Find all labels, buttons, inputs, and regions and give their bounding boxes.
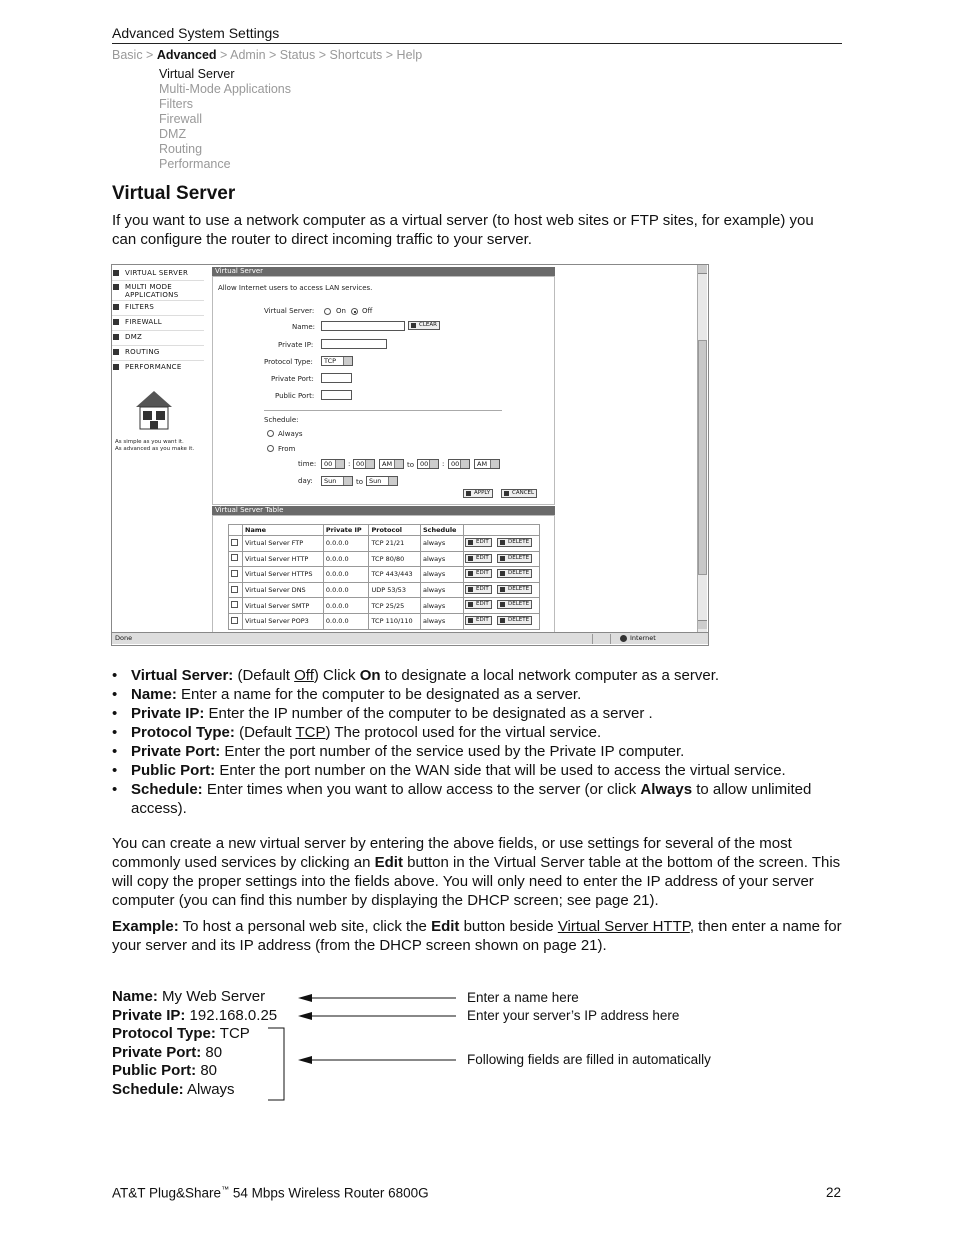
arrow-left-icon xyxy=(298,1012,312,1020)
ss-nav-firewall[interactable]: FIREWALL xyxy=(112,316,204,331)
label-to: to xyxy=(407,461,415,469)
row-checkbox[interactable] xyxy=(231,570,238,577)
ss-nav-routing[interactable]: ROUTING xyxy=(112,346,204,361)
delete-button[interactable]: DELETE xyxy=(497,554,532,563)
arrow-icon xyxy=(113,319,119,325)
list-item: • Schedule: Enter times when you want to allow access to the server (or click Always to allow unlimited access). xyxy=(112,781,812,817)
list-item: • Private IP: Enter the IP number of the computer to be designated as a server . xyxy=(112,705,653,722)
time-to-hour[interactable]: 00 xyxy=(417,459,439,469)
time-to-ampm[interactable]: AM xyxy=(474,459,500,469)
subnav-item-firewall[interactable]: Firewall xyxy=(159,112,203,126)
arrow-icon xyxy=(113,364,119,370)
arrow-icon xyxy=(113,270,119,276)
example-row: Private Port: 80 xyxy=(112,1043,223,1061)
public-port-input[interactable] xyxy=(321,390,352,400)
cancel-button[interactable]: CANCEL xyxy=(501,489,537,498)
private-ip-input[interactable] xyxy=(321,339,387,349)
note-auto: Following fields are filled in automatically xyxy=(467,1052,711,1067)
label-public-port: Public Port: xyxy=(275,392,315,400)
edit-button[interactable]: EDIT xyxy=(465,616,492,625)
delete-button[interactable]: DELETE xyxy=(497,569,532,578)
note-name: Enter a name here xyxy=(467,990,579,1005)
radio-from[interactable] xyxy=(267,445,274,452)
example-row: Protocol Type: TCP xyxy=(112,1025,250,1043)
browser-status-bar xyxy=(112,632,708,644)
annotation-arrows xyxy=(262,986,462,1106)
house-logo-icon xyxy=(134,389,174,433)
time-from-ampm[interactable]: AM xyxy=(379,459,404,469)
row-checkbox[interactable] xyxy=(231,554,238,561)
crumb-rest[interactable]: > Admin > Status > Shortcuts > Help xyxy=(216,48,423,62)
th-name: Name xyxy=(243,525,324,536)
logo-tagline-2: As advanced as you make it. xyxy=(115,446,195,452)
edit-button[interactable]: EDIT xyxy=(465,538,492,547)
paragraph-example: Example: To host a personal web site, click the Edit button beside Virtual Server HTTP, then enter a name for your server and its IP address (from the DHCP screen shown on page 21). xyxy=(112,918,842,954)
label-schedule: Schedule: xyxy=(264,416,299,424)
edit-button[interactable]: EDIT xyxy=(465,554,492,563)
subnav-item-performance[interactable]: Performance xyxy=(159,157,231,171)
logo-tagline-1: As simple as you want it. xyxy=(115,439,184,445)
delete-button[interactable]: DELETE xyxy=(497,616,532,625)
table-row: Virtual Server POP3 0.0.0.0 TCP 110/110 always EDIT DELETE xyxy=(229,613,540,629)
example-row: Name: My Web Server xyxy=(112,988,266,1005)
day-from-select[interactable]: Sun xyxy=(321,476,353,486)
arrow-left-icon xyxy=(298,1056,312,1064)
name-input[interactable] xyxy=(321,321,405,331)
panel-description: Allow Internet users to access LAN services. xyxy=(218,284,373,292)
status-done: Done xyxy=(115,634,133,642)
list-item: • Public Port: Enter the port number on the WAN side that will be used to access the virtual service. xyxy=(112,762,786,779)
field-descriptions xyxy=(112,666,842,818)
edit-button[interactable]: EDIT xyxy=(465,600,492,609)
screenshot-left-nav xyxy=(112,267,204,376)
row-checkbox[interactable] xyxy=(231,601,238,608)
breadcrumb: Basic > Advanced > Admin > Status > Shortcuts > Help xyxy=(112,48,423,62)
radio-on[interactable] xyxy=(324,308,331,315)
header-rule xyxy=(112,43,842,44)
delete-button[interactable]: DELETE xyxy=(497,538,532,547)
subnav-item-dmz[interactable]: DMZ xyxy=(159,127,187,141)
arrow-icon xyxy=(113,304,119,310)
delete-button[interactable]: DELETE xyxy=(497,600,532,609)
time-from-minute[interactable]: 00 xyxy=(353,459,375,469)
subnav-item-virtual-server[interactable]: Virtual Server xyxy=(159,67,235,81)
sub-navigation xyxy=(159,67,291,172)
private-port-input[interactable] xyxy=(321,373,352,383)
table-title-bar: Virtual Server Table xyxy=(212,506,555,515)
radio-always[interactable] xyxy=(267,430,274,437)
list-item: • Private Port: Enter the port number of the service used by the Private IP computer. xyxy=(112,743,685,760)
crumb-advanced[interactable]: Advanced xyxy=(156,48,217,62)
note-ip: Enter your server’s IP address here xyxy=(467,1008,680,1023)
page-number: 22 xyxy=(826,1185,842,1200)
divider xyxy=(264,410,502,411)
list-item: • Name: Enter a name for the computer to be designated as a server. xyxy=(112,686,582,703)
th-protocol: Protocol xyxy=(369,525,421,536)
ss-nav-dmz[interactable]: DMZ xyxy=(112,331,204,346)
row-checkbox[interactable] xyxy=(231,539,238,546)
th-private-ip: Private IP xyxy=(323,525,369,536)
label-virtual-server: Virtual Server: xyxy=(264,307,315,315)
label-private-ip: Private IP: xyxy=(278,341,314,349)
scroll-up-icon[interactable] xyxy=(698,265,707,274)
time-to-minute[interactable]: 00 xyxy=(448,459,470,469)
label-day: day: xyxy=(298,477,313,485)
scroll-thumb[interactable] xyxy=(698,340,707,575)
crumb-basic[interactable]: Basic xyxy=(112,48,143,62)
arrow-left-icon xyxy=(298,994,312,1002)
vertical-scrollbar[interactable] xyxy=(697,265,707,633)
table-row: Virtual Server DNS 0.0.0.0 UDP 53/53 always EDIT DELETE xyxy=(229,582,540,598)
protocol-select[interactable]: TCP xyxy=(321,356,353,366)
ss-nav-multi-mode[interactable]: MULTI MODE APPLICATIONS xyxy=(112,281,204,301)
edit-button[interactable]: EDIT xyxy=(465,585,492,594)
document-header: Advanced System Settings xyxy=(112,25,280,41)
label-private-port: Private Port: xyxy=(271,375,314,383)
virtual-server-table xyxy=(228,524,540,630)
row-checkbox[interactable] xyxy=(231,617,238,624)
paragraph-edit: You can create a new virtual server by entering the above fields, or use settings for several of the most commonly used services by clicking an Edit button in the Virtual Server table at the bottom of the screen. This will copy the proper settings into the fields above. You will only need to enter the IP address of your server computer (you can find this number by displaying the DHCP screen; see page 21). xyxy=(112,835,841,909)
example-row: Private IP: 192.168.0.25 xyxy=(112,1006,278,1024)
apply-button[interactable]: APPLY xyxy=(463,489,493,498)
ss-nav-virtual-server[interactable]: VIRTUAL SERVER xyxy=(112,267,204,281)
arrow-icon xyxy=(113,349,119,355)
radio-off[interactable] xyxy=(351,308,358,315)
label-off: Off xyxy=(362,307,373,315)
row-checkbox[interactable] xyxy=(231,586,238,593)
ss-nav-filters[interactable]: FILTERS xyxy=(112,301,204,316)
delete-button[interactable]: DELETE xyxy=(497,585,532,594)
panel-title-bar: Virtual Server xyxy=(212,267,555,276)
intro-paragraph: If you want to use a network computer as a virtual server (to host web sites or FTP sites, for example) you can configure the router to direct incoming traffic to your server. xyxy=(112,212,814,248)
clear-button[interactable]: CLEAR xyxy=(408,321,440,330)
arrow-icon xyxy=(113,284,119,290)
router-ui-screenshot: VIRTUAL SERVER MULTI MODE APPLICATIONS FILTERS FIREWALL DMZ ROUTING PERFORMANCE As simple as you want it. As advanced as you make it. Virtual Server Allow Internet users to access LAN services. Virtual Server: On Off Name: CLEAR Private IP: Protocol Type: TCP Private Port: Public Port: Schedule: Always From time: 00 : 00 AM to 00 : 00 AM day: Sun to Sun APPLY CANCEL Virtual Server Table Name Private IP Protocol Schedule Virtual Server FTP 0.0.0.0 TCP 21/21 always EDIT DELETE Virtual Server HTTP 0.0.0.0 TCP 80/80 always EDIT DELETE Virtual Server HTTPS 0.0.0.0 TCP 443/443 always EDIT DELETE Virtual Server DNS 0.0.0.0 UDP 53/53 always EDIT DELETE Virtual Server SMTP 0.0.0.0 TCP 25/25 always EDIT DELETE Virtual Server POP3 0.0.0.0 TCP 110/110 always EDIT DELETE Done Internet xyxy=(111,264,709,646)
table-header-row xyxy=(229,525,540,536)
example-row: Schedule: Always xyxy=(112,1080,235,1098)
table-row: Virtual Server FTP 0.0.0.0 TCP 21/21 always EDIT DELETE xyxy=(229,536,540,552)
label-name: Name: xyxy=(292,323,316,331)
time-from-hour[interactable]: 00 xyxy=(321,459,345,469)
subnav-item-multi-mode[interactable]: Multi-Mode Applications xyxy=(159,82,292,96)
day-to-select[interactable]: Sun xyxy=(366,476,398,486)
label-always: Always xyxy=(278,430,303,438)
table-row: Virtual Server HTTP 0.0.0.0 TCP 80/80 always EDIT DELETE xyxy=(229,551,540,567)
list-item: • Protocol Type: (Default TCP) The protocol used for the virtual service. xyxy=(112,724,602,741)
ss-nav-performance[interactable]: PERFORMANCE xyxy=(112,361,204,376)
subnav-item-routing[interactable]: Routing xyxy=(159,142,203,156)
example-row: Public Port: 80 xyxy=(112,1062,218,1080)
example-values xyxy=(112,988,277,1100)
th-schedule: Schedule xyxy=(420,525,463,536)
status-zone: Internet xyxy=(630,634,656,642)
globe-icon xyxy=(620,635,627,642)
edit-button[interactable]: EDIT xyxy=(465,569,492,578)
label-time: time: xyxy=(298,460,317,468)
table-row: Virtual Server HTTPS 0.0.0.0 TCP 443/443 always EDIT DELETE xyxy=(229,567,540,583)
subnav-item-filters[interactable]: Filters xyxy=(159,97,194,111)
label-from: From xyxy=(278,445,296,453)
table-row: Virtual Server SMTP 0.0.0.0 TCP 25/25 always EDIT DELETE xyxy=(229,598,540,614)
arrow-icon xyxy=(113,334,119,340)
label-on: On xyxy=(336,307,346,315)
list-item: • Virtual Server: (Default Off) Click On to designate a local network computer as a server. xyxy=(112,667,720,684)
section-title: Virtual Server xyxy=(112,183,236,204)
label-protocol-type: Protocol Type: xyxy=(264,358,313,366)
footer-product: AT&T Plug&Share™ 54 Mbps Wireless Router 6800G xyxy=(112,1185,429,1201)
scroll-down-icon[interactable] xyxy=(698,620,707,629)
